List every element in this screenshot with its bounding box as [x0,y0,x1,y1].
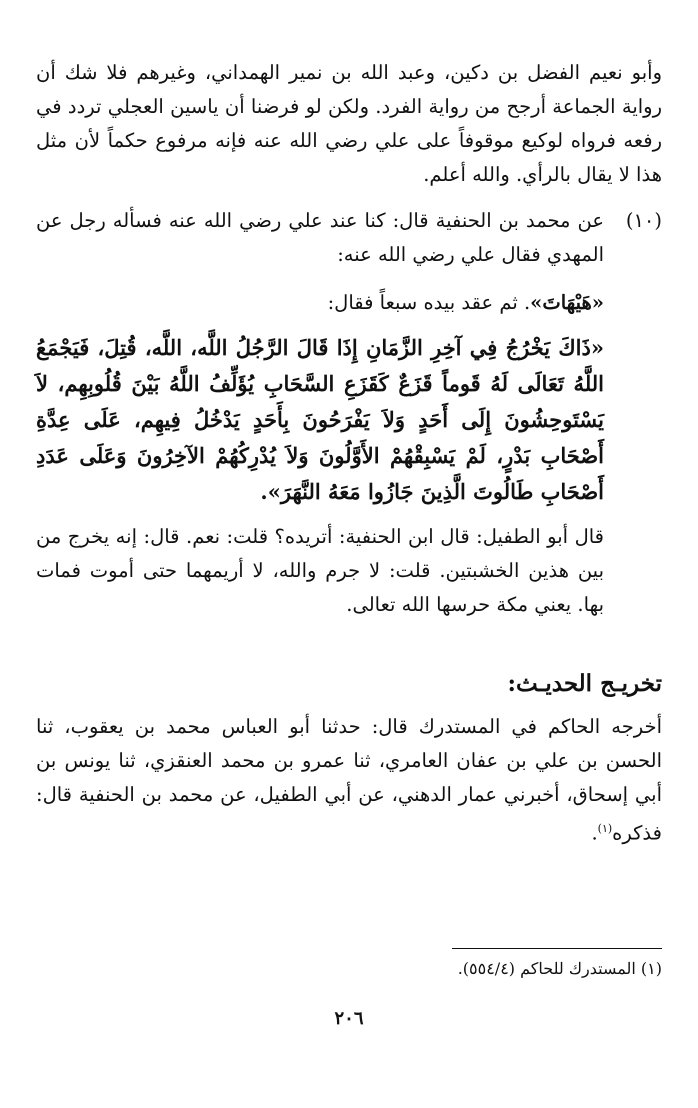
hadith-number: (١٠) [625,209,662,232]
footnote: (١) المستدرك للحاكم (٥٥٤/٤). [457,959,662,978]
hadith-quote: «ذَاكَ يَخْرُجُ فِي آخِرِ الزَّمَانِ إِذَا قَالَ الرَّجُلُ اللَّه، اللَّه، قُتِلَ، فَيَجْمَعُ اللَّهُ تَعَالَى لَهُ قَوماً قَزَعٌ كَقَزَعِ السَّحَابِ يُؤَلِّفُ اللَّهُ بَيْنَ قُلُوبِهِم، لاَ يَسْتَوحِشُونَ إِلَى أَحَدٍ وَلاَ يَفْرَحُونَ بِأَحَدٍ يَدْخُلُ فِيهِم، عَلَى عِدَّةِ أَصْحَابِ بَدْرٍ، لَمْ يَسْبِقْهُمْ الأَوَّلُونَ وَلاَ يُدْرِكُهُمْ الآخِرُونَ وَعَلَى عَدَدِ أَصْحَابِ طَالُوتَ الَّذِينَ جَازُوا مَعَهُ النَّهَرَ». [36,335,604,504]
intro-paragraph: وأبو نعيم الفضل بن دكين، وعبد الله بن نمير الهمداني، وغيرهم فلا شك أن رواية الجماعة أرجح من رواية الفرد. ولكن لو فرضنا أن ياسين العجلي تردد في رفعه فرواه لوكيع موقوفاً على علي رضي الله عنه فإنه مرفوع حكماً لأن مثل هذا لا يقال بالرأي. والله أعلم. [36,61,662,186]
haihat-word: «هَيْهَاتَ» [530,291,604,314]
haihat-line [36,286,604,320]
takhrij-text: أخرجه الحاكم في المستدرك قال: حدثنا أبو العباس محمد بن يعقوب، ثنا الحسن بن علي بن عفان العامري، ثنا عمرو بن محمد العنقزي، ثنا يونس بن أبي إسحاق، أخبرني عمار الدهني، عن أبي الطفيل، عن محمد بن الحنفية قال: فذكره [36,715,662,845]
footnote-divider [452,948,662,949]
section-title: تخريـج الحديـث: [507,670,662,697]
hadith-text: عن محمد بن الحنفية قال: كنا عند علي رضي الله عنه فسأله رجل عن المهدي فقال علي رضي الله عنه: [36,209,604,266]
hadith-after-text: قال أبو الطفيل: قال ابن الحنفية: أتريده؟ قلت: نعم. قال: إنه يخرج من بين هذين الخشبتين. قلت: لا جرم والله، لا أريمهما حتى أموت فمات بها. يعني مكة حرسها الله تعالى. [36,525,604,616]
page-number: ٢٠٦ [334,1008,364,1029]
hadith-block [36,204,662,622]
haihat-rest: . ثم عقد بيده سبعاً فقال: [327,291,531,314]
takhrij-paragraph [36,710,662,851]
book-page [36,50,662,1068]
takhrij-end: . [591,821,598,845]
footnote-marker[interactable]: (١) [597,822,613,835]
